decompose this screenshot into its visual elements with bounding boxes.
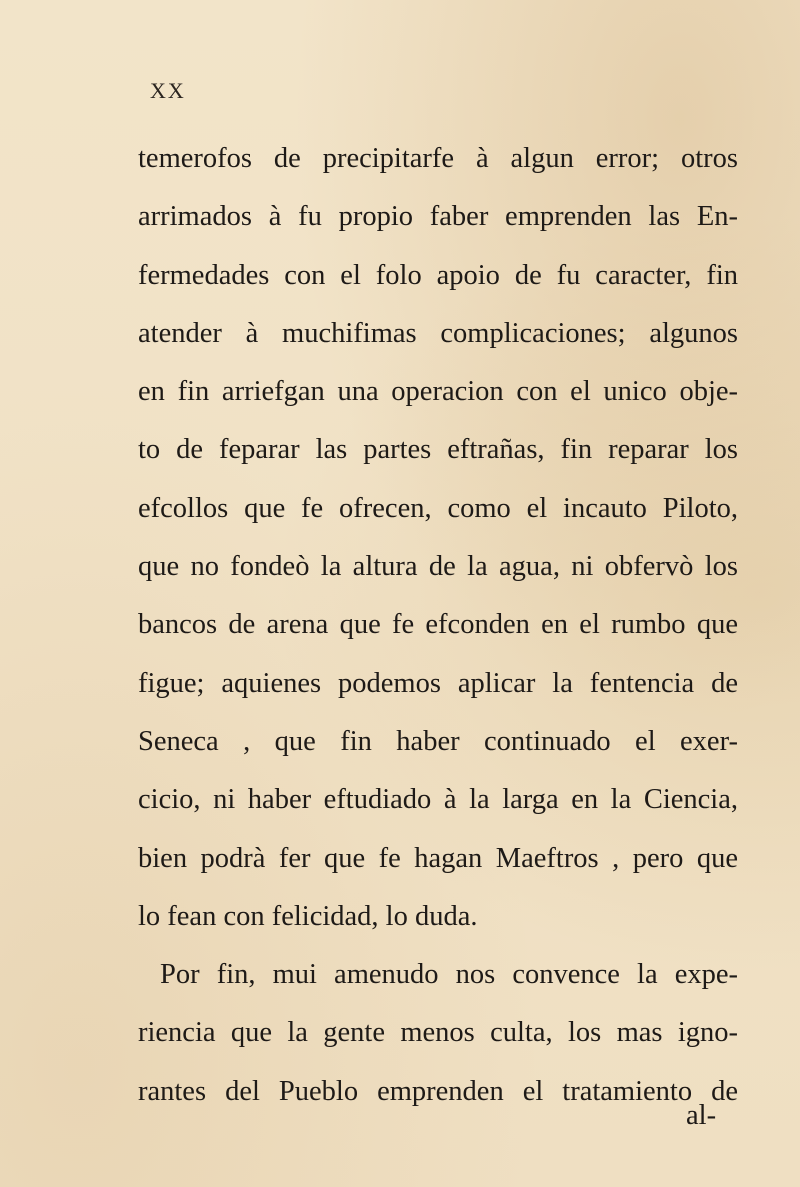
text-line: que no fondeò la altura de la agua, ni obfervò los — [138, 551, 738, 583]
text-line: rantes del Pueblo emprenden el tratamiento de — [138, 1075, 738, 1107]
text-line: to de feparar las partes eftrañas, fin reparar los — [138, 434, 738, 466]
text-line-paragraph-end: lo fean con felicidad, lo duda. — [138, 900, 478, 932]
catchword: al- — [686, 1100, 717, 1131]
text-line: temerofos de precipitarfe à algun error; otros — [138, 143, 738, 174]
text-line: riencia que la gente menos culta, los mas igno- — [138, 1017, 738, 1049]
page-number: XX — [150, 78, 186, 103]
text-line: atender à muchifimas complicaciones; algunos — [138, 317, 738, 349]
text-line: bien podrà fer que fe hagan Maeftros , pero que — [138, 842, 738, 874]
text-line: Seneca , que fin haber continuado el exer- — [138, 725, 738, 757]
text-line: fermedades con el folo apoio de fu caracter, fin — [138, 259, 738, 291]
text-line: figue; aquienes podemos aplicar la fentencia de — [138, 667, 738, 699]
text-line: efcollos que fe ofrecen, como el incauto Piloto, — [138, 492, 738, 524]
text-line: en fin arriefgan una operacion con el unico obje- — [138, 376, 738, 408]
body-text — [138, 130, 738, 1121]
text-line: arrimados à fu propio faber emprenden las En- — [138, 201, 738, 233]
text-line-paragraph-start: Por fin, mui amenudo nos convence la expe- — [160, 959, 738, 991]
text-line: cicio, ni haber eftudiado à la larga en la Ciencia, — [138, 784, 738, 816]
text-line: bancos de arena que fe efconden en el rumbo que — [138, 609, 738, 641]
